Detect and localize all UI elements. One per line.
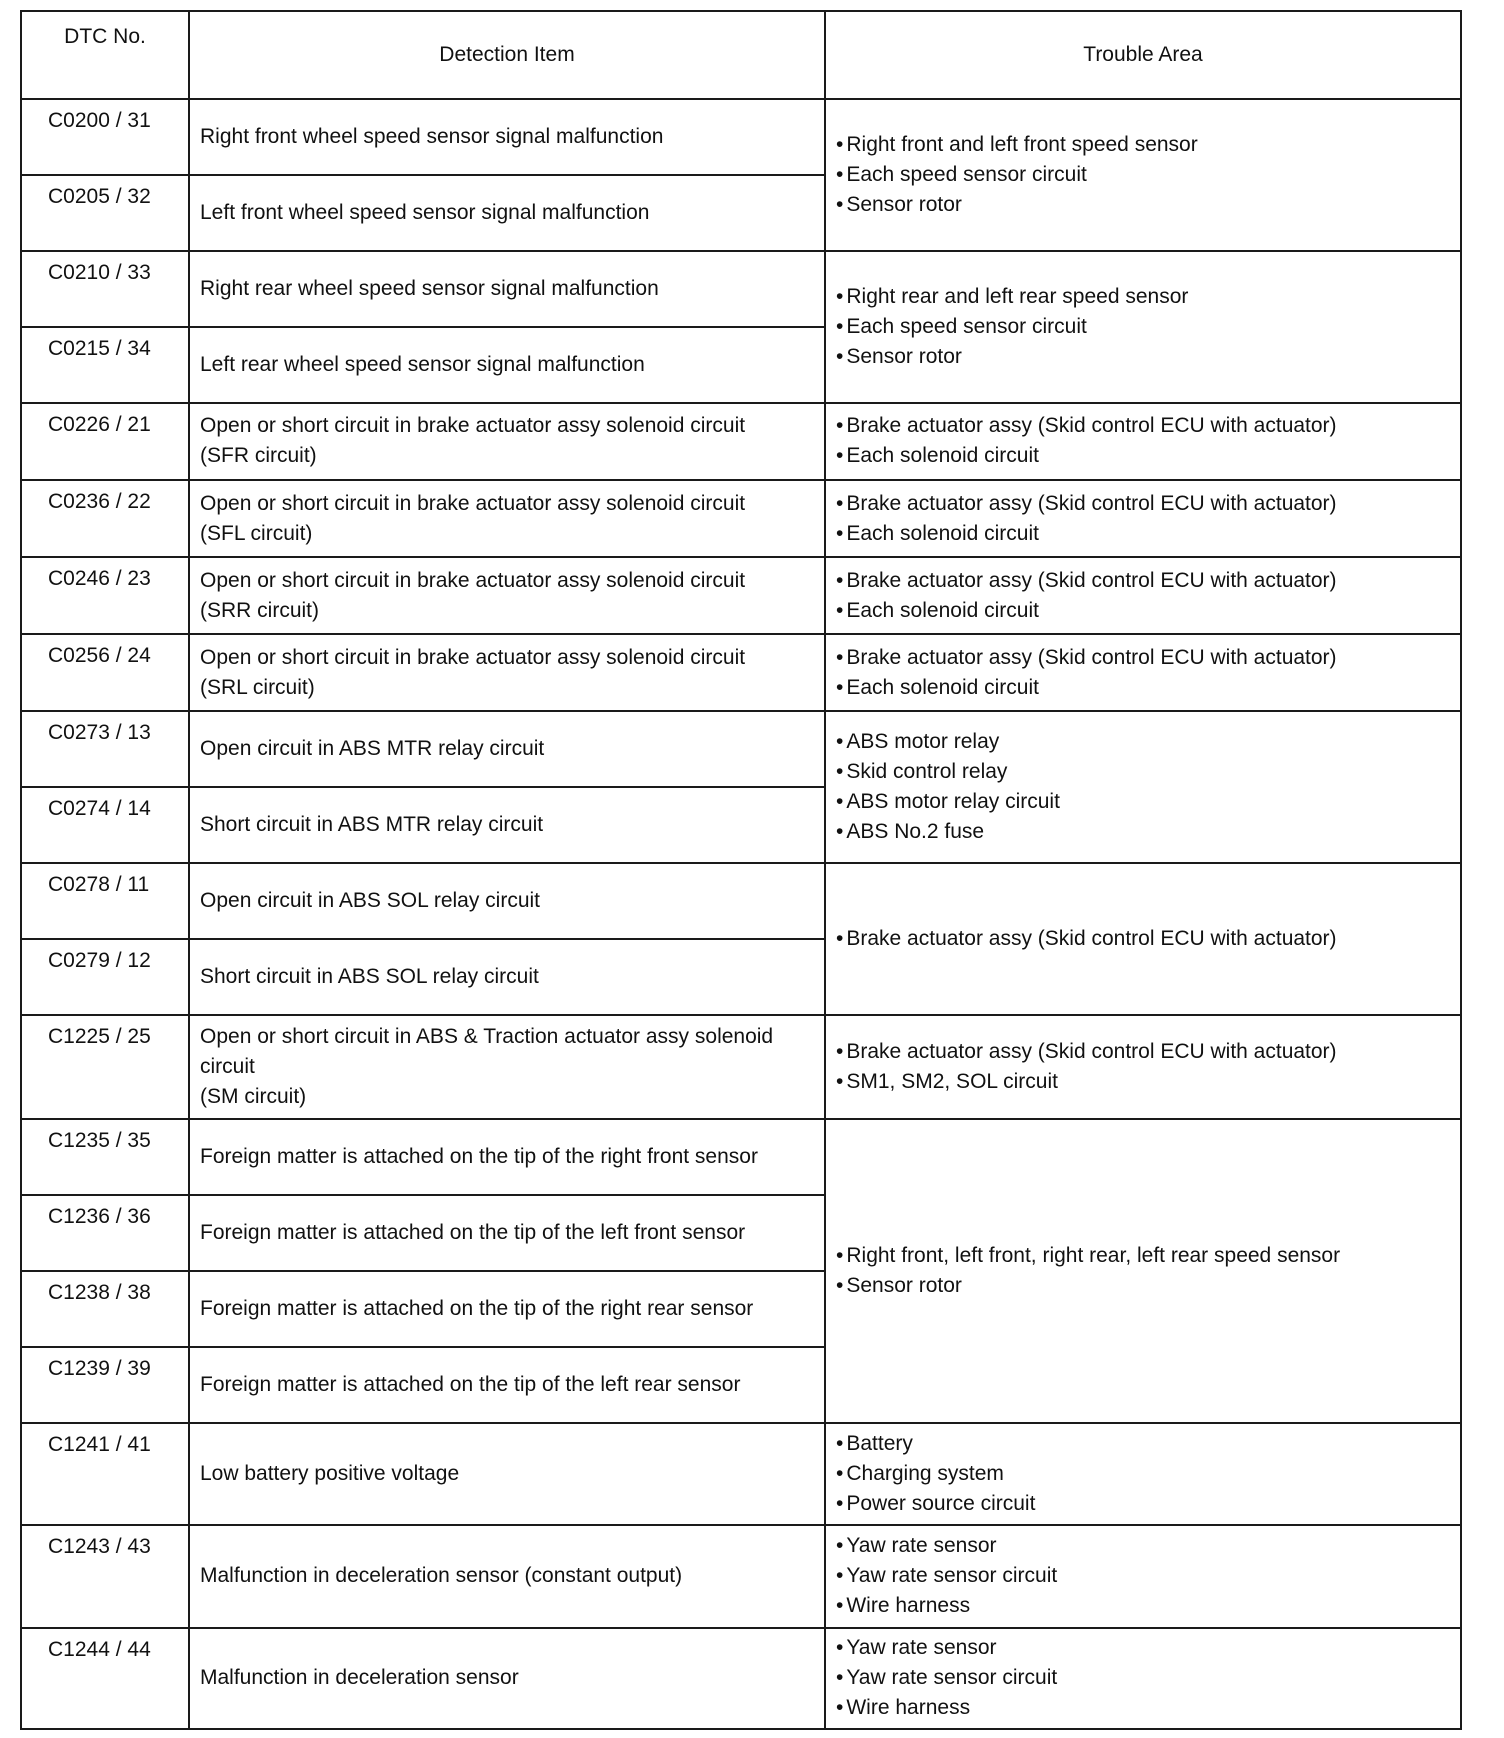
- trouble-area-list: [836, 130, 1450, 220]
- trouble-area-item: • Brake actuator assy (Skid control ECU with actuator): [836, 643, 1450, 673]
- dtc-code-cell: C0200 / 31: [21, 99, 189, 175]
- table-row: [21, 711, 1461, 787]
- trouble-area-list: [836, 489, 1450, 549]
- detection-item-text: (SFL circuit): [200, 521, 313, 545]
- dtc-code-cell: C0205 / 32: [21, 175, 189, 251]
- header-dtc-no: DTC No.: [21, 11, 189, 99]
- detection-item-cell: [189, 787, 825, 863]
- dtc-code-cell: C0278 / 11: [21, 863, 189, 939]
- detection-item-text: Open or short circuit in ABS & Traction actuator assy solenoid circuit: [200, 1025, 774, 1078]
- trouble-area-item: • Power source circuit: [836, 1489, 1450, 1519]
- detection-item-cell: [189, 480, 825, 557]
- table-body: [21, 99, 1461, 1729]
- trouble-area-item: • Wire harness: [836, 1591, 1450, 1621]
- table-row: [21, 634, 1461, 711]
- detection-item-text: Open or short circuit in brake actuator assy solenoid circuit: [200, 568, 746, 592]
- detection-item-cell: [189, 1628, 825, 1729]
- dtc-code-cell: C0246 / 23: [21, 557, 189, 634]
- trouble-area-list: [836, 411, 1450, 471]
- trouble-area-list: [836, 1037, 1450, 1097]
- dtc-code-cell: C1235 / 35: [21, 1119, 189, 1195]
- trouble-area-item: • Brake actuator assy (Skid control ECU with actuator): [836, 411, 1450, 441]
- table-row: [21, 403, 1461, 480]
- detection-item-cell: [189, 327, 825, 403]
- trouble-area-item: • Wire harness: [836, 1693, 1450, 1723]
- dtc-code-cell: C1225 / 25: [21, 1015, 189, 1119]
- trouble-area-item: • ABS motor relay: [836, 727, 1450, 757]
- trouble-area-item: • Each solenoid circuit: [836, 519, 1450, 549]
- dtc-code-cell: C0279 / 12: [21, 939, 189, 1015]
- detection-item-cell: [189, 403, 825, 480]
- trouble-area-item: • Yaw rate sensor circuit: [836, 1561, 1450, 1591]
- trouble-area-item: • Brake actuator assy (Skid control ECU with actuator): [836, 1037, 1450, 1067]
- trouble-area-cell: [825, 1423, 1461, 1525]
- detection-item-cell: [189, 1525, 825, 1627]
- detection-item-text: (SM circuit): [200, 1085, 307, 1108]
- dtc-table: [20, 10, 1462, 1730]
- trouble-area-cell: [825, 1015, 1461, 1119]
- trouble-area-item: • Right front, left front, right rear, left rear speed sensor: [836, 1241, 1450, 1271]
- trouble-area-item: • Right front and left front speed sensor: [836, 130, 1450, 160]
- detection-item-text: Malfunction in deceleration sensor (constant output): [200, 1564, 683, 1588]
- detection-item-text: Foreign matter is attached on the tip of the right rear sensor: [200, 1296, 754, 1320]
- detection-item-text: Short circuit in ABS MTR relay circuit: [200, 813, 544, 837]
- trouble-area-item: • Brake actuator assy (Skid control ECU with actuator): [836, 489, 1450, 519]
- trouble-area-item: • Yaw rate sensor circuit: [836, 1663, 1450, 1693]
- trouble-area-list: [836, 643, 1450, 703]
- table-row: [21, 251, 1461, 327]
- detection-item-cell: [189, 1119, 825, 1195]
- trouble-area-item: • Each solenoid circuit: [836, 441, 1450, 471]
- detection-item-text: (SFR circuit): [200, 444, 317, 468]
- dtc-code-cell: C0226 / 21: [21, 403, 189, 480]
- trouble-area-list: [836, 727, 1450, 847]
- detection-item-cell: [189, 251, 825, 327]
- trouble-area-cell: [825, 863, 1461, 1015]
- detection-item-text: Open or short circuit in brake actuator assy solenoid circuit: [200, 491, 746, 515]
- detection-item-cell: [189, 1015, 825, 1119]
- table-row: [21, 557, 1461, 634]
- detection-item-text: Left rear wheel speed sensor signal malfunction: [200, 352, 645, 376]
- trouble-area-list: [836, 1241, 1450, 1301]
- detection-item-text: Open or short circuit in brake actuator assy solenoid circuit: [200, 645, 746, 669]
- dtc-code-cell: C1243 / 43: [21, 1525, 189, 1627]
- table-row: [21, 1628, 1461, 1729]
- table-row: [21, 480, 1461, 557]
- trouble-area-cell: [825, 557, 1461, 634]
- table-row: [21, 1423, 1461, 1525]
- dtc-code-cell: C1244 / 44: [21, 1628, 189, 1729]
- dtc-code-cell: C0215 / 34: [21, 327, 189, 403]
- trouble-area-item: • Sensor rotor: [836, 1271, 1450, 1301]
- detection-item-cell: [189, 1347, 825, 1423]
- detection-item-text: (SRL circuit): [200, 675, 315, 699]
- trouble-area-item: • Right rear and left rear speed sensor: [836, 282, 1450, 312]
- header-detection-item: Detection Item: [189, 11, 825, 99]
- table-row: [21, 1525, 1461, 1627]
- trouble-area-cell: [825, 99, 1461, 251]
- detection-item-cell: [189, 1423, 825, 1525]
- trouble-area-cell: [825, 480, 1461, 557]
- dtc-code-cell: C0273 / 13: [21, 711, 189, 787]
- trouble-area-cell: [825, 1628, 1461, 1729]
- trouble-area-item: • Brake actuator assy (Skid control ECU with actuator): [836, 566, 1450, 596]
- trouble-area-list: [836, 1531, 1450, 1621]
- detection-item-text: Low battery positive voltage: [200, 1461, 460, 1485]
- trouble-area-item: • Battery: [836, 1429, 1450, 1459]
- detection-item-text: Open circuit in ABS SOL relay circuit: [200, 889, 541, 913]
- table-row: [21, 863, 1461, 939]
- dtc-code-cell: C1236 / 36: [21, 1195, 189, 1271]
- trouble-area-item: • Each solenoid circuit: [836, 596, 1450, 626]
- detection-item-cell: [189, 557, 825, 634]
- trouble-area-item: • Each speed sensor circuit: [836, 160, 1450, 190]
- dtc-code-cell: C0256 / 24: [21, 634, 189, 711]
- trouble-area-item: • Skid control relay: [836, 757, 1450, 787]
- trouble-area-cell: [825, 1119, 1461, 1423]
- trouble-area-list: [836, 282, 1450, 372]
- trouble-area-cell: [825, 1525, 1461, 1627]
- trouble-area-item: • Yaw rate sensor: [836, 1531, 1450, 1561]
- trouble-area-cell: [825, 251, 1461, 403]
- detection-item-text: Right front wheel speed sensor signal malfunction: [200, 124, 664, 148]
- dtc-code-cell: C0236 / 22: [21, 480, 189, 557]
- dtc-code-cell: C0210 / 33: [21, 251, 189, 327]
- detection-item-text: Foreign matter is attached on the tip of the right front sensor: [200, 1144, 758, 1168]
- detection-item-text: Open circuit in ABS MTR relay circuit: [200, 737, 545, 761]
- detection-item-cell: [189, 175, 825, 251]
- detection-item-text: Short circuit in ABS SOL relay circuit: [200, 965, 539, 989]
- detection-item-text: Right rear wheel speed sensor signal malfunction: [200, 276, 659, 300]
- dtc-code-cell: C1239 / 39: [21, 1347, 189, 1423]
- trouble-area-list: [836, 566, 1450, 626]
- table-row: [21, 99, 1461, 175]
- trouble-area-item: • Brake actuator assy (Skid control ECU with actuator): [836, 924, 1450, 954]
- trouble-area-cell: [825, 403, 1461, 480]
- detection-item-text: (SRR circuit): [200, 598, 319, 622]
- trouble-area-item: • Sensor rotor: [836, 190, 1450, 220]
- detection-item-text: Left front wheel speed sensor signal malfunction: [200, 200, 650, 224]
- table-row: [21, 1015, 1461, 1119]
- trouble-area-cell: [825, 711, 1461, 863]
- table-row: [21, 1119, 1461, 1195]
- trouble-area-list: [836, 1429, 1450, 1519]
- header-row: [21, 11, 1461, 99]
- trouble-area-item: • ABS No.2 fuse: [836, 817, 1450, 847]
- detection-item-cell: [189, 939, 825, 1015]
- dtc-code-cell: C1238 / 38: [21, 1271, 189, 1347]
- trouble-area-item: • ABS motor relay circuit: [836, 787, 1450, 817]
- trouble-area-item: • Each solenoid circuit: [836, 673, 1450, 703]
- detection-item-text: Foreign matter is attached on the tip of the left rear sensor: [200, 1372, 741, 1396]
- detection-item-cell: [189, 1195, 825, 1271]
- trouble-area-item: • Charging system: [836, 1459, 1450, 1489]
- detection-item-cell: [189, 1271, 825, 1347]
- detection-item-text: Foreign matter is attached on the tip of the left front sensor: [200, 1220, 746, 1244]
- detection-item-cell: [189, 99, 825, 175]
- header-trouble-area: Trouble Area: [825, 11, 1461, 99]
- dtc-code-cell: C1241 / 41: [21, 1423, 189, 1525]
- detection-item-cell: [189, 711, 825, 787]
- detection-item-cell: [189, 634, 825, 711]
- detection-item-text: Open or short circuit in brake actuator assy solenoid circuit: [200, 414, 746, 438]
- trouble-area-item: • SM1, SM2, SOL circuit: [836, 1067, 1450, 1097]
- trouble-area-item: • Each speed sensor circuit: [836, 312, 1450, 342]
- trouble-area-cell: [825, 634, 1461, 711]
- detection-item-cell: [189, 863, 825, 939]
- dtc-code-cell: C0274 / 14: [21, 787, 189, 863]
- trouble-area-item: • Sensor rotor: [836, 342, 1450, 372]
- trouble-area-list: [836, 924, 1450, 954]
- trouble-area-list: [836, 1633, 1450, 1723]
- trouble-area-item: • Yaw rate sensor: [836, 1633, 1450, 1663]
- detection-item-text: Malfunction in deceleration sensor: [200, 1666, 519, 1690]
